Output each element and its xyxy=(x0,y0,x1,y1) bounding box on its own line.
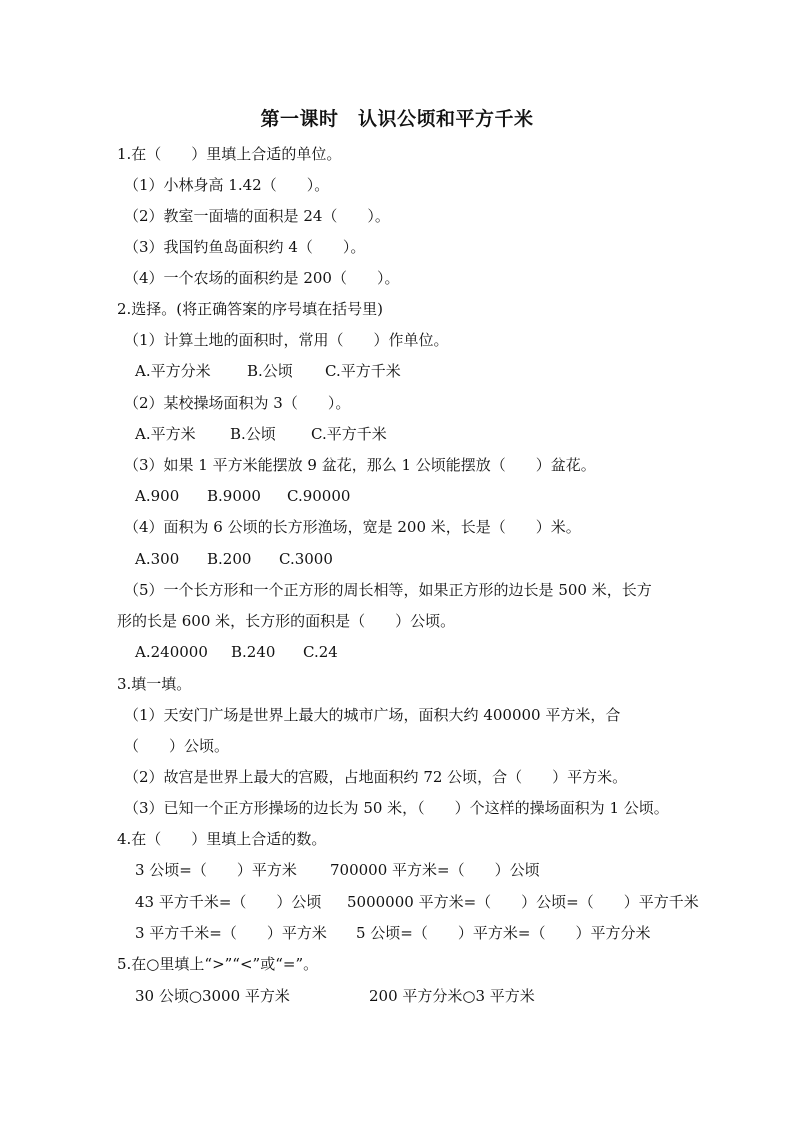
q4-blank: 43 平方千米=（ ）公顷 xyxy=(135,893,322,911)
q4-row-2 xyxy=(135,892,699,912)
q1-item-3: （3）我国钓鱼岛面积约 4（ ）。 xyxy=(124,238,366,256)
q4-blank: 5 公顷=（ ）平方米=（ ）平方分米 xyxy=(356,924,651,942)
option-b: B.公顷 xyxy=(247,362,293,380)
option-c: C.平方千米 xyxy=(311,425,387,443)
q2-item-1-options xyxy=(135,361,401,381)
q1-item-1: （1）小林身高 1.42（ ）。 xyxy=(124,176,330,194)
option-c: C.24 xyxy=(303,643,338,661)
option-b: B.公顷 xyxy=(230,425,276,443)
option-a: A.900 xyxy=(135,487,180,505)
option-b: B.9000 xyxy=(207,487,261,505)
q4-row-3 xyxy=(135,923,650,943)
q3-item-3: （3）已知一个正方形操场的边长为 50 米，（ ）个这样的操场面积为 1 公顷。 xyxy=(124,799,669,817)
q2-item-5-stem-line1: （5）一个长方形和一个正方形的周长相等，如果正方形的边长是 500 米，长方 xyxy=(124,581,652,599)
q2-item-2-stem: （2）某校操场面积为 3（ ）。 xyxy=(124,394,351,412)
q2-item-1-stem: （1）计算土地的面积时，常用（ ）作单位。 xyxy=(124,331,449,349)
q3-item-2: （2）故宫是世界上最大的宫殿，占地面积约 72 公顷，合（ ）平方米。 xyxy=(124,768,628,786)
q3-item-1-line1: （1）天安门广场是世界上最大的城市广场，面积大约 400000 平方米，合 xyxy=(124,706,621,724)
q2-item-4-options xyxy=(135,549,333,569)
q1-item-4: （4）一个农场的面积约是 200（ ）。 xyxy=(124,269,400,287)
option-b: B.200 xyxy=(207,550,252,568)
option-c: C.平方千米 xyxy=(325,362,401,380)
q3-heading: 3.填一填。 xyxy=(117,675,192,693)
q2-item-2-options xyxy=(135,424,387,444)
page-title: 第一课时 认识公顷和平方千米 xyxy=(260,108,534,130)
q4-blank: 3 公顷=（ ）平方米 xyxy=(135,861,297,879)
q5-row xyxy=(135,986,535,1006)
q2-item-3-stem: （3）如果 1 平方米能摆放 9 盆花，那么 1 公顷能摆放（ ）盆花。 xyxy=(124,456,596,474)
q1-heading: 1.在（ ）里填上合适的单位。 xyxy=(117,145,342,163)
option-a: A.平方米 xyxy=(135,425,196,443)
q1-item-2: （2）教室一面墙的面积是 24（ ）。 xyxy=(124,207,390,225)
q2-heading: 2.选择。(将正确答案的序号填在括号里) xyxy=(117,300,384,318)
q5-compare: 200 平方分米○3 平方米 xyxy=(369,987,535,1005)
q2-item-5-options xyxy=(135,642,338,662)
option-c: C.3000 xyxy=(279,550,333,568)
q4-blank: 5000000 平方米=（ ）公顷=（ ）平方千米 xyxy=(347,893,699,911)
q4-heading: 4.在（ ）里填上合适的数。 xyxy=(117,830,327,848)
q4-row-1 xyxy=(135,860,540,880)
option-c: C.90000 xyxy=(287,487,351,505)
q5-compare: 30 公顷○3000 平方米 xyxy=(135,987,290,1005)
q2-item-5-stem-line2: 形的长是 600 米，长方形的面积是（ ）公顷。 xyxy=(117,612,456,630)
q4-blank: 3 平方千米=（ ）平方米 xyxy=(135,924,327,942)
q2-item-4-stem: （4）面积为 6 公顷的长方形渔场，宽是 200 米，长是（ ）米。 xyxy=(124,518,581,536)
option-a: A.平方分米 xyxy=(135,362,211,380)
option-a: A.240000 xyxy=(135,643,208,661)
option-b: B.240 xyxy=(231,643,276,661)
q2-item-3-options xyxy=(135,486,350,506)
q3-item-1-line2: （ ）公顷。 xyxy=(124,737,230,755)
q5-heading: 5.在○里填上“>”“<”或“=”。 xyxy=(117,955,319,973)
option-a: A.300 xyxy=(135,550,180,568)
q4-blank: 700000 平方米=（ ）公顷 xyxy=(330,861,540,879)
